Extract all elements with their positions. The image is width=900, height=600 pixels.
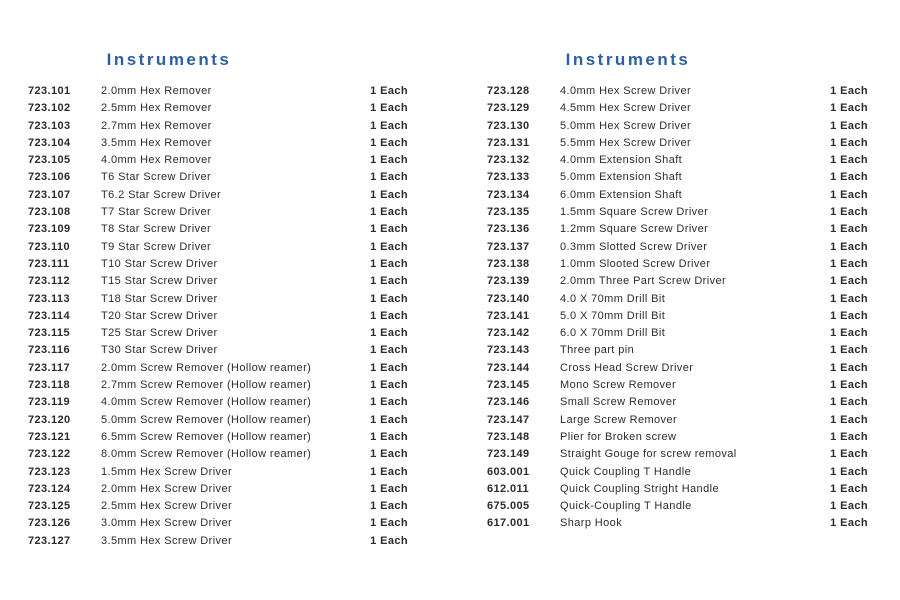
item-code: 723.145 [487, 379, 530, 392]
item-code: 723.133 [487, 171, 530, 184]
table-row [28, 273, 408, 290]
table-row [28, 187, 408, 204]
table-row [28, 239, 408, 256]
item-qty: 1 Each [370, 119, 408, 132]
item-code: 723.128 [487, 85, 530, 97]
item-description: 6.0mm Extension Shaft [560, 188, 683, 201]
item-code: 723.121 [28, 430, 71, 443]
table-row [487, 204, 868, 221]
item-description: Mono Screw Remover [560, 379, 677, 392]
item-code: 723.113 [28, 292, 70, 305]
item-code: 723.107 [28, 188, 71, 201]
item-description: 5.5mm Hex Screw Driver [560, 136, 692, 149]
item-code: 723.101 [28, 85, 71, 97]
instruments-list-right [487, 83, 868, 533]
item-qty: 1 Each [370, 361, 408, 374]
item-qty: 1 Each [370, 85, 408, 97]
item-qty: 1 Each [830, 344, 868, 357]
item-description: 0.3mm Slotted Screw Driver [560, 240, 708, 253]
item-code: 723.142 [487, 327, 530, 340]
column-heading-right: Instruments [565, 50, 691, 69]
item-qty: 1 Each [370, 534, 408, 547]
item-qty: 1 Each [370, 482, 408, 495]
item-description: T9 Star Screw Driver [101, 240, 212, 253]
item-code: 723.117 [28, 361, 70, 374]
column-heading-left: Instruments [106, 50, 232, 69]
item-code: 675.005 [487, 500, 530, 513]
item-code: 723.109 [28, 223, 71, 236]
table-row [28, 446, 408, 463]
item-qty: 1 Each [370, 292, 408, 305]
item-code: 723.147 [487, 413, 530, 426]
item-code: 723.114 [28, 309, 70, 322]
item-code: 723.111 [28, 257, 70, 270]
item-description: 2.7mm Screw Remover (Hollow reamer) [101, 379, 312, 392]
item-code: 723.144 [487, 361, 530, 374]
item-description: Large Screw Remover [560, 413, 678, 426]
table-row [28, 256, 408, 273]
item-qty: 1 Each [370, 430, 408, 443]
item-qty: 1 Each [830, 85, 868, 97]
table-row [487, 429, 868, 446]
table-row [28, 152, 408, 169]
item-qty: 1 Each [370, 309, 408, 322]
item-description: T15 Star Screw Driver [101, 275, 218, 288]
item-code: 723.123 [28, 465, 71, 478]
table-row [487, 152, 868, 169]
item-qty: 1 Each [370, 517, 408, 530]
item-code: 723.104 [28, 136, 71, 149]
item-qty: 1 Each [370, 465, 408, 478]
item-code: 723.130 [487, 119, 530, 132]
item-code: 723.146 [487, 396, 530, 409]
table-row [487, 360, 868, 377]
item-qty: 1 Each [370, 240, 408, 253]
item-code: 603.001 [487, 465, 530, 478]
item-qty: 1 Each [830, 206, 868, 219]
table-row [28, 118, 408, 135]
item-description: T18 Star Screw Driver [101, 292, 218, 305]
table-row [28, 83, 408, 100]
item-description: 5.0 X 70mm Drill Bit [560, 309, 666, 322]
item-description: 3.0mm Hex Screw Driver [101, 517, 233, 530]
item-qty: 1 Each [830, 309, 868, 322]
table-row [487, 100, 868, 117]
table-row [487, 446, 868, 463]
table-row [28, 377, 408, 394]
item-code: 723.149 [487, 448, 530, 461]
table-row [487, 83, 868, 100]
item-qty: 1 Each [370, 396, 408, 409]
item-description: T7 Star Screw Driver [101, 206, 212, 219]
item-code: 723.106 [28, 171, 71, 184]
item-code: 723.129 [487, 102, 530, 115]
item-qty: 1 Each [830, 102, 868, 115]
item-code: 723.103 [28, 119, 71, 132]
item-code: 723.108 [28, 206, 71, 219]
item-description: T6 Star Screw Driver [101, 171, 212, 184]
item-description: Small Screw Remover [560, 396, 677, 409]
item-description: 5.0mm Screw Remover (Hollow reamer) [101, 413, 312, 426]
item-description: T25 Star Screw Driver [101, 327, 218, 340]
item-description: Plier for Broken screw [560, 430, 677, 443]
item-code: 723.119 [28, 396, 70, 409]
item-qty: 1 Each [370, 102, 408, 115]
item-code: 723.112 [28, 275, 70, 288]
item-code: 612.011 [487, 482, 529, 495]
item-qty: 1 Each [370, 500, 408, 513]
table-row [28, 169, 408, 186]
item-description: 4.0mm Screw Remover (Hollow reamer) [101, 396, 312, 409]
item-code: 723.116 [28, 344, 70, 357]
item-description: Cross Head Screw Driver [560, 361, 694, 374]
item-qty: 1 Each [830, 500, 868, 513]
item-qty: 1 Each [370, 379, 408, 392]
table-row [28, 412, 408, 429]
item-code: 723.115 [28, 327, 70, 340]
item-qty: 1 Each [370, 171, 408, 184]
instruments-column-left [28, 50, 408, 550]
table-row [28, 360, 408, 377]
item-qty: 1 Each [370, 327, 408, 340]
item-qty: 1 Each [830, 292, 868, 305]
item-description: 2.0mm Hex Screw Driver [101, 482, 233, 495]
item-qty: 1 Each [370, 275, 408, 288]
table-row [28, 221, 408, 238]
item-description: 5.0mm Extension Shaft [560, 171, 683, 184]
item-qty: 1 Each [830, 361, 868, 374]
item-code: 723.137 [487, 240, 530, 253]
item-qty: 1 Each [830, 413, 868, 426]
item-code: 723.124 [28, 482, 71, 495]
table-row [487, 394, 868, 411]
table-row [487, 187, 868, 204]
item-qty: 1 Each [830, 482, 868, 495]
table-row [487, 221, 868, 238]
item-qty: 1 Each [830, 465, 868, 478]
instruments-list-left [28, 83, 408, 550]
item-qty: 1 Each [830, 448, 868, 461]
table-row [487, 135, 868, 152]
table-row [28, 308, 408, 325]
item-qty: 1 Each [370, 188, 408, 201]
item-code: 723.118 [28, 379, 70, 392]
item-description: 8.0mm Screw Remover (Hollow reamer) [101, 448, 312, 461]
item-description: 2.7mm Hex Remover [101, 119, 212, 132]
item-qty: 1 Each [830, 154, 868, 167]
item-description: 4.0mm Hex Screw Driver [560, 85, 692, 97]
table-row [28, 429, 408, 446]
item-qty: 1 Each [830, 119, 868, 132]
item-description: 6.0 X 70mm Drill Bit [560, 327, 666, 340]
item-description: 1.5mm Square Screw Driver [560, 206, 709, 219]
item-qty: 1 Each [830, 275, 868, 288]
item-code: 723.120 [28, 413, 71, 426]
instruments-column-right [487, 50, 868, 533]
item-qty: 1 Each [370, 154, 408, 167]
item-description: 6.5mm Screw Remover (Hollow reamer) [101, 430, 312, 443]
item-code: 723.125 [28, 500, 71, 513]
item-description: 2.0mm Three Part Screw Driver [560, 275, 727, 288]
item-code: 723.105 [28, 154, 71, 167]
item-qty: 1 Each [370, 223, 408, 236]
table-row [487, 342, 868, 359]
table-row [28, 135, 408, 152]
item-description: 3.5mm Hex Screw Driver [101, 534, 233, 547]
item-description: 2.0mm Screw Remover (Hollow reamer) [101, 361, 312, 374]
item-qty: 1 Each [830, 136, 868, 149]
item-description: 2.5mm Hex Remover [101, 102, 212, 115]
item-description: 4.0mm Extension Shaft [560, 154, 683, 167]
item-description: Three part pin [560, 344, 635, 357]
table-row [28, 204, 408, 221]
table-row [487, 169, 868, 186]
table-row [28, 481, 408, 498]
table-row [28, 291, 408, 308]
item-code: 723.140 [487, 292, 530, 305]
table-row [487, 291, 868, 308]
item-qty: 1 Each [370, 344, 408, 357]
item-code: 723.110 [28, 240, 70, 253]
table-row [487, 412, 868, 429]
table-row [487, 273, 868, 290]
item-description: 4.0 X 70mm Drill Bit [560, 292, 666, 305]
item-code: 617.001 [487, 517, 530, 530]
item-qty: 1 Each [830, 396, 868, 409]
item-description: 1.0mm Slooted Screw Driver [560, 257, 711, 270]
item-description: Quick-Coupling T Handle [560, 500, 692, 513]
item-qty: 1 Each [830, 223, 868, 236]
item-description: T30 Star Screw Driver [101, 344, 218, 357]
item-qty: 1 Each [370, 206, 408, 219]
item-qty: 1 Each [830, 379, 868, 392]
item-code: 723.122 [28, 448, 71, 461]
item-code: 723.127 [28, 534, 71, 547]
item-qty: 1 Each [830, 188, 868, 201]
item-code: 723.141 [487, 309, 530, 322]
table-row [487, 239, 868, 256]
item-code: 723.126 [28, 517, 71, 530]
table-row [28, 342, 408, 359]
table-row [487, 118, 868, 135]
item-code: 723.135 [487, 206, 530, 219]
item-description: T8 Star Screw Driver [101, 223, 212, 236]
item-description: T6.2 Star Screw Driver [101, 188, 222, 201]
item-description: 2.0mm Hex Remover [101, 85, 212, 97]
item-qty: 1 Each [830, 430, 868, 443]
item-description: 3.5mm Hex Remover [101, 136, 212, 149]
item-description: Quick Coupling Stright Handle [560, 482, 719, 495]
table-row [28, 533, 408, 550]
item-qty: 1 Each [830, 257, 868, 270]
item-description: 2.5mm Hex Screw Driver [101, 500, 233, 513]
item-description: 1.2mm Square Screw Driver [560, 223, 709, 236]
item-qty: 1 Each [830, 327, 868, 340]
table-row [487, 325, 868, 342]
item-code: 723.138 [487, 257, 530, 270]
item-code: 723.136 [487, 223, 530, 236]
item-qty: 1 Each [830, 240, 868, 253]
item-description: T20 Star Screw Driver [101, 309, 218, 322]
item-description: Straight Gouge for screw removal [560, 448, 737, 461]
table-row [28, 325, 408, 342]
table-row [487, 481, 868, 498]
table-row [487, 308, 868, 325]
item-code: 723.148 [487, 430, 530, 443]
item-code: 723.143 [487, 344, 530, 357]
table-row [28, 498, 408, 515]
item-code: 723.102 [28, 102, 71, 115]
table-row [487, 515, 868, 532]
item-description: 5.0mm Hex Screw Driver [560, 119, 692, 132]
item-code: 723.131 [487, 136, 530, 149]
table-row [28, 394, 408, 411]
item-qty: 1 Each [370, 257, 408, 270]
item-qty: 1 Each [370, 136, 408, 149]
item-qty: 1 Each [370, 413, 408, 426]
item-code: 723.139 [487, 275, 530, 288]
table-row [487, 498, 868, 515]
item-description: Sharp Hook [560, 517, 623, 530]
item-description: Quick Coupling T Handle [560, 465, 692, 478]
item-description: 4.0mm Hex Remover [101, 154, 212, 167]
table-row [28, 515, 408, 532]
table-row [487, 256, 868, 273]
item-qty: 1 Each [830, 517, 868, 530]
table-row [28, 100, 408, 117]
item-code: 723.132 [487, 154, 530, 167]
item-description: 4.5mm Hex Screw Driver [560, 102, 692, 115]
item-code: 723.134 [487, 188, 530, 201]
table-row [487, 377, 868, 394]
table-row [28, 464, 408, 481]
item-description: 1.5mm Hex Screw Driver [101, 465, 233, 478]
item-qty: 1 Each [370, 448, 408, 461]
item-description: T10 Star Screw Driver [101, 257, 218, 270]
item-qty: 1 Each [830, 171, 868, 184]
table-row [487, 464, 868, 481]
